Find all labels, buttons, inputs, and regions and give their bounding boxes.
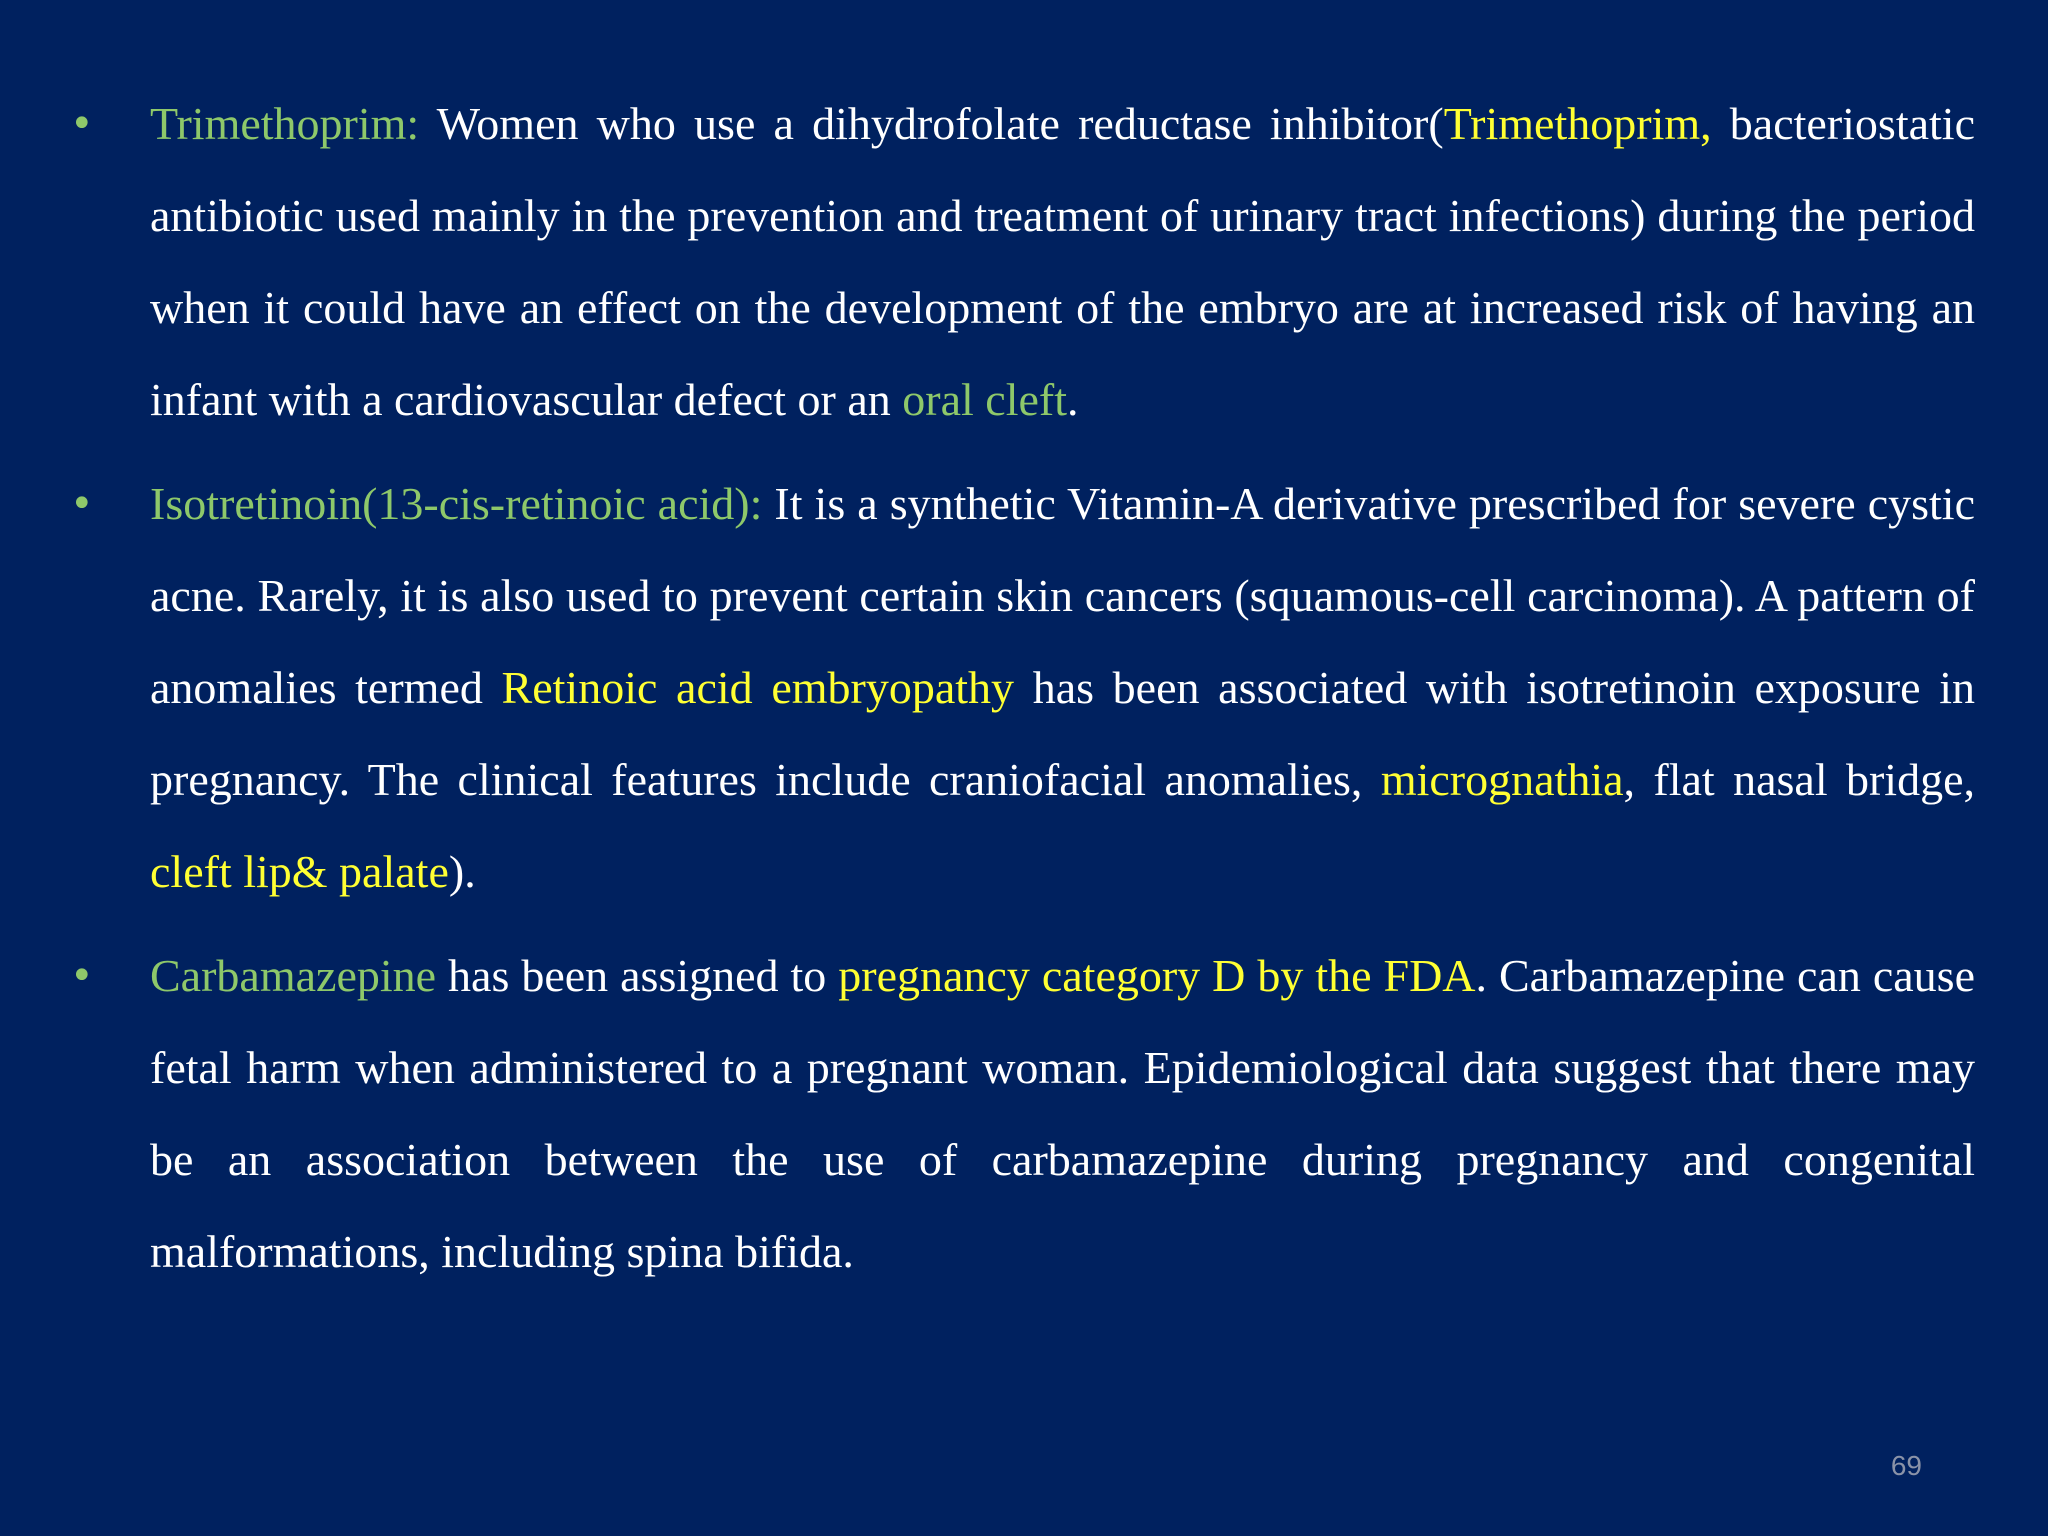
bullet-text [150, 950, 1975, 1277]
highlight-text: cleft lip& palate [150, 846, 449, 897]
page-number: 69 [1890, 1450, 1922, 1481]
drug-name: Carbamazepine [150, 950, 437, 1001]
highlight-text: Retinoic acid embryopathy [501, 662, 1015, 713]
bullet-list [70, 78, 1975, 1310]
body-text: Women who use a dihydrofolate reductase inhibitor( [436, 98, 1444, 149]
bullet-carbamazepine [70, 930, 1975, 1298]
body-text: . Carbamazepine can cause fetal harm when administered to a pregnant woman. Epidemiological data suggest that there may be an association between the use of carbamazepine during pregnancy and congenital malformations, including spina bifida. [150, 950, 1975, 1277]
highlight-text: micrognathia [1380, 754, 1624, 805]
highlight-text: oral cleft [902, 374, 1067, 425]
bullet-dot-icon: • [70, 481, 94, 527]
body-text: ). [448, 846, 476, 897]
bullet-dot-icon: • [70, 101, 94, 147]
body-text: bacteriostatic antibiotic used mainly in the prevention and treatment of urinary tract infections) during the period when it could have an effect on the development of the embryo are at increased risk of having an infant with a cardiovascular defect or an [150, 98, 1975, 425]
drug-name: Trimethoprim: [150, 98, 437, 149]
bullet-dot-icon: • [70, 953, 94, 999]
bullet-text [150, 98, 1975, 425]
body-text: , flat nasal bridge, [1623, 754, 1975, 805]
highlight-text: pregnancy category D by the FDA [838, 950, 1476, 1001]
bullet-trimethoprim [70, 78, 1975, 446]
body-text: It is a synthetic Vitamin-A derivative prescribed for severe cystic acne. Rarely, it is also used to prevent certain skin cancers (squamous-cell carcinoma). A pattern of anomalies termed [150, 478, 1975, 713]
body-text: has been assigned to [436, 950, 839, 1001]
bullet-text [150, 478, 1975, 897]
body-text: has been associated with isotretinoin exposure in pregnancy. The clinical features include craniofacial anomalies, [150, 662, 1975, 805]
drug-name: Isotretinoin(13-cis-retinoic acid): [150, 478, 775, 529]
bullet-isotretinoin [70, 458, 1975, 918]
body-text: . [1067, 374, 1079, 425]
highlight-text: Trimethoprim, [1443, 98, 1712, 149]
